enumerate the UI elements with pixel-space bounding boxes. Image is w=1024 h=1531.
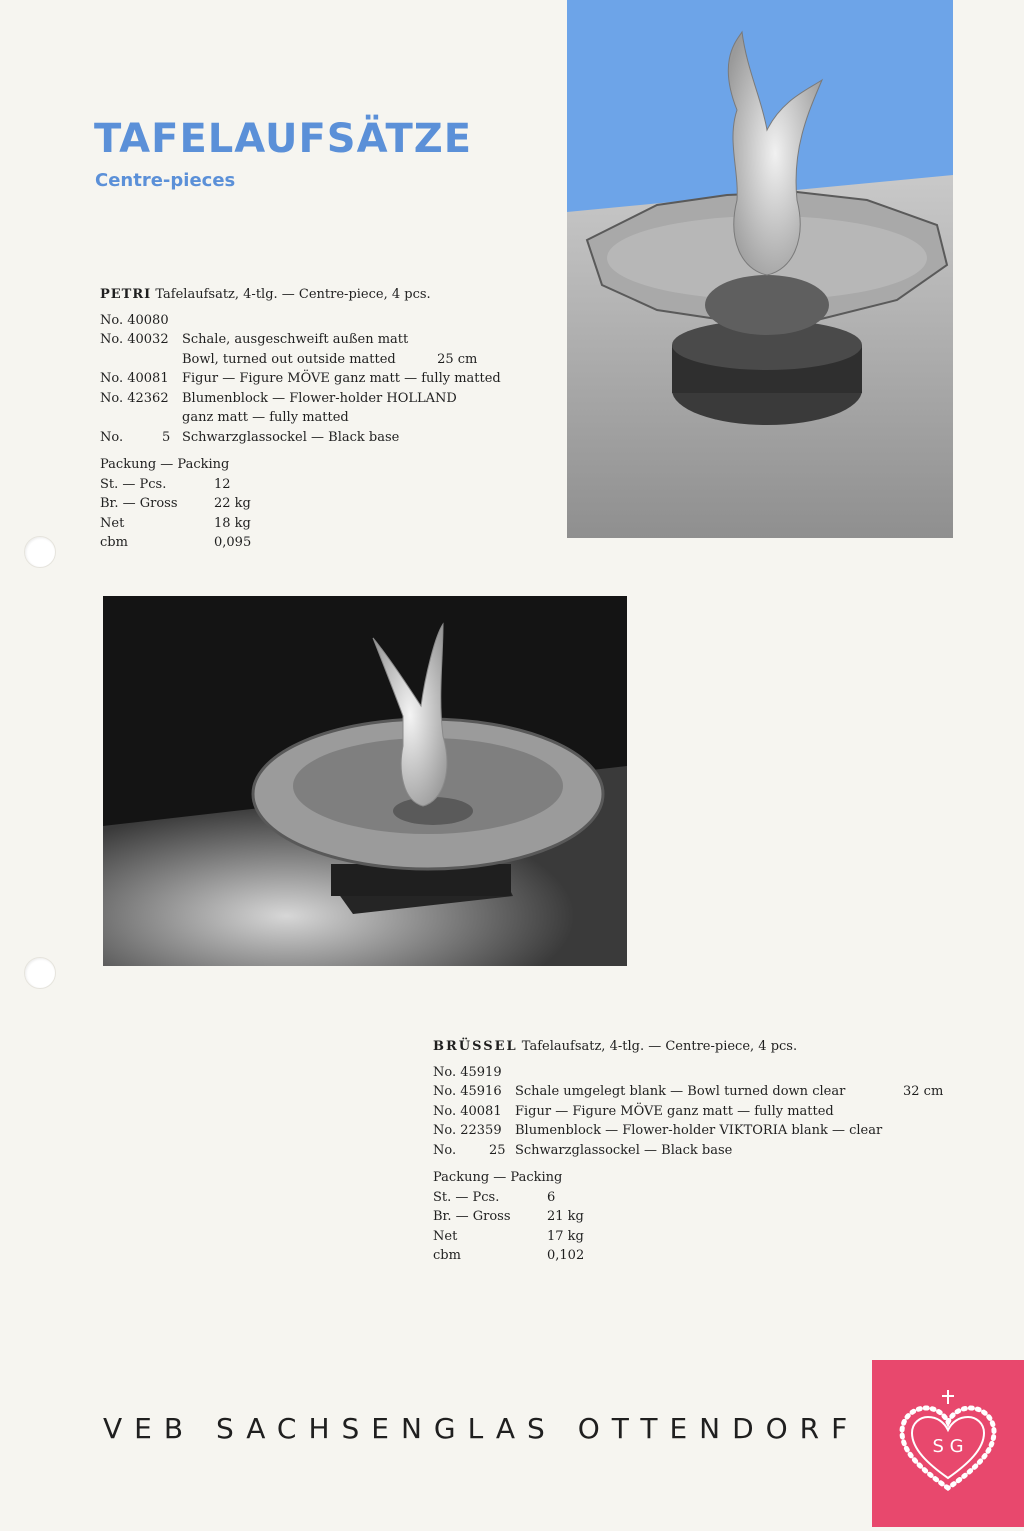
- packing-label: St. — Pcs.: [433, 1189, 500, 1205]
- brussel-heading: [433, 1037, 943, 1057]
- packing-row: [100, 494, 501, 514]
- petri-item: [100, 369, 501, 389]
- brussel-photo: [103, 596, 627, 966]
- item-number: No. 42362: [100, 390, 169, 406]
- packing-value: 0,102: [547, 1248, 585, 1263]
- packing-row: [100, 533, 501, 553]
- punch-hole-bottom: [24, 957, 56, 989]
- punch-hole-top: [24, 536, 56, 568]
- packing-label: Br. — Gross: [100, 496, 178, 511]
- item-number-value: 5: [162, 429, 171, 445]
- petri-base-item: [100, 428, 501, 448]
- company-name: VEB SACHSENGLAS OTTENDORF: [103, 1412, 860, 1445]
- item-number-label: No.: [433, 1142, 457, 1158]
- packing-value: 18 kg: [214, 515, 251, 531]
- brussel-packing: [433, 1168, 943, 1266]
- packing-title: Packung — Packing: [433, 1170, 563, 1185]
- item-number: No. 45916: [433, 1084, 502, 1099]
- item-text: Figur — Figure MÖVE ganz matt — fully matted: [182, 371, 501, 386]
- logo-letters: S G: [932, 1436, 964, 1457]
- heart-logo-icon: [872, 1360, 1024, 1527]
- brussel-item: [433, 1121, 943, 1141]
- brussel-name: BRÜSSEL: [433, 1039, 518, 1054]
- packing-value: 0,095: [214, 535, 252, 550]
- petri-heading: [100, 285, 501, 305]
- petri-photo: [567, 0, 953, 538]
- brussel-base-item: [433, 1141, 943, 1161]
- brussel-centrepiece-image: [103, 596, 627, 966]
- packing-value: 17 kg: [547, 1228, 584, 1244]
- item-number-label: No.: [100, 429, 124, 445]
- item-number: [100, 350, 182, 370]
- item-number: No. 40032: [100, 332, 169, 347]
- petri-set-number: No. 40080: [100, 312, 169, 328]
- brussel-item: [433, 1082, 943, 1102]
- packing-label: Br. — Gross: [433, 1209, 511, 1224]
- page-title: TAFELAUFSÄTZE: [94, 116, 473, 162]
- packing-row: [433, 1207, 943, 1227]
- item-text: Schwarzglassockel — Black base: [515, 1142, 733, 1158]
- item-text: Blumenblock — Flower-holder VIKTORIA blank — clear: [515, 1123, 883, 1138]
- brussel-spec: [433, 1037, 943, 1266]
- petri-item: [100, 408, 501, 428]
- packing-value: 12: [214, 476, 231, 492]
- item-number: No. 40081: [100, 371, 169, 386]
- item-number: [100, 408, 182, 428]
- item-number-value: 25: [489, 1142, 506, 1158]
- packing-row: [433, 1246, 943, 1266]
- petri-name: PETRI: [100, 287, 152, 302]
- packing-value: 6: [547, 1189, 556, 1205]
- petri-centrepiece-image: [567, 0, 953, 538]
- brussel-heading-rest: Tafelaufsatz, 4-tlg. — Centre-piece, 4 pcs.: [517, 1039, 798, 1054]
- packing-value: 22 kg: [214, 496, 251, 511]
- brussel-item: [433, 1102, 943, 1122]
- item-text: ganz matt — fully matted: [182, 410, 349, 425]
- item-number: No. 40081: [433, 1103, 502, 1119]
- packing-value: 21 kg: [547, 1209, 584, 1224]
- brussel-set-number: No. 45919: [433, 1064, 502, 1080]
- packing-row: [100, 514, 501, 534]
- packing-label: cbm: [433, 1248, 461, 1263]
- item-size: 32 cm: [903, 1084, 944, 1099]
- packing-label: St. — Pcs.: [100, 476, 167, 492]
- petri-packing: [100, 455, 501, 553]
- packing-row: [100, 475, 501, 495]
- petri-item: [100, 350, 501, 370]
- petri-item: [100, 389, 501, 409]
- sachsenglas-logo: [872, 1360, 1024, 1527]
- packing-label: Net: [433, 1228, 458, 1244]
- page-subtitle: Centre-pieces: [95, 170, 236, 191]
- item-text: Bowl, turned out outside matted 25 cm: [182, 351, 478, 367]
- item-text: Schale, ausgeschweift außen matt: [182, 332, 409, 347]
- item-text: Schwarzglassockel — Black base: [182, 429, 400, 445]
- petri-item: [100, 330, 501, 350]
- item-text: Blumenblock — Flower-holder HOLLAND: [182, 390, 457, 406]
- packing-title: Packung — Packing: [100, 457, 230, 472]
- item-number: No. 22359: [433, 1123, 502, 1138]
- packing-row: [433, 1227, 943, 1247]
- packing-row: [433, 1188, 943, 1208]
- packing-label: Net: [100, 515, 125, 531]
- packing-label: cbm: [100, 535, 128, 550]
- item-text: Figur — Figure MÖVE ganz matt — fully matted: [515, 1103, 834, 1119]
- item-text: Schale umgelegt blank — Bowl turned down clear: [515, 1084, 846, 1099]
- petri-spec: [100, 285, 501, 553]
- petri-heading-rest: Tafelaufsatz, 4-tlg. — Centre-piece, 4 pcs.: [151, 287, 431, 302]
